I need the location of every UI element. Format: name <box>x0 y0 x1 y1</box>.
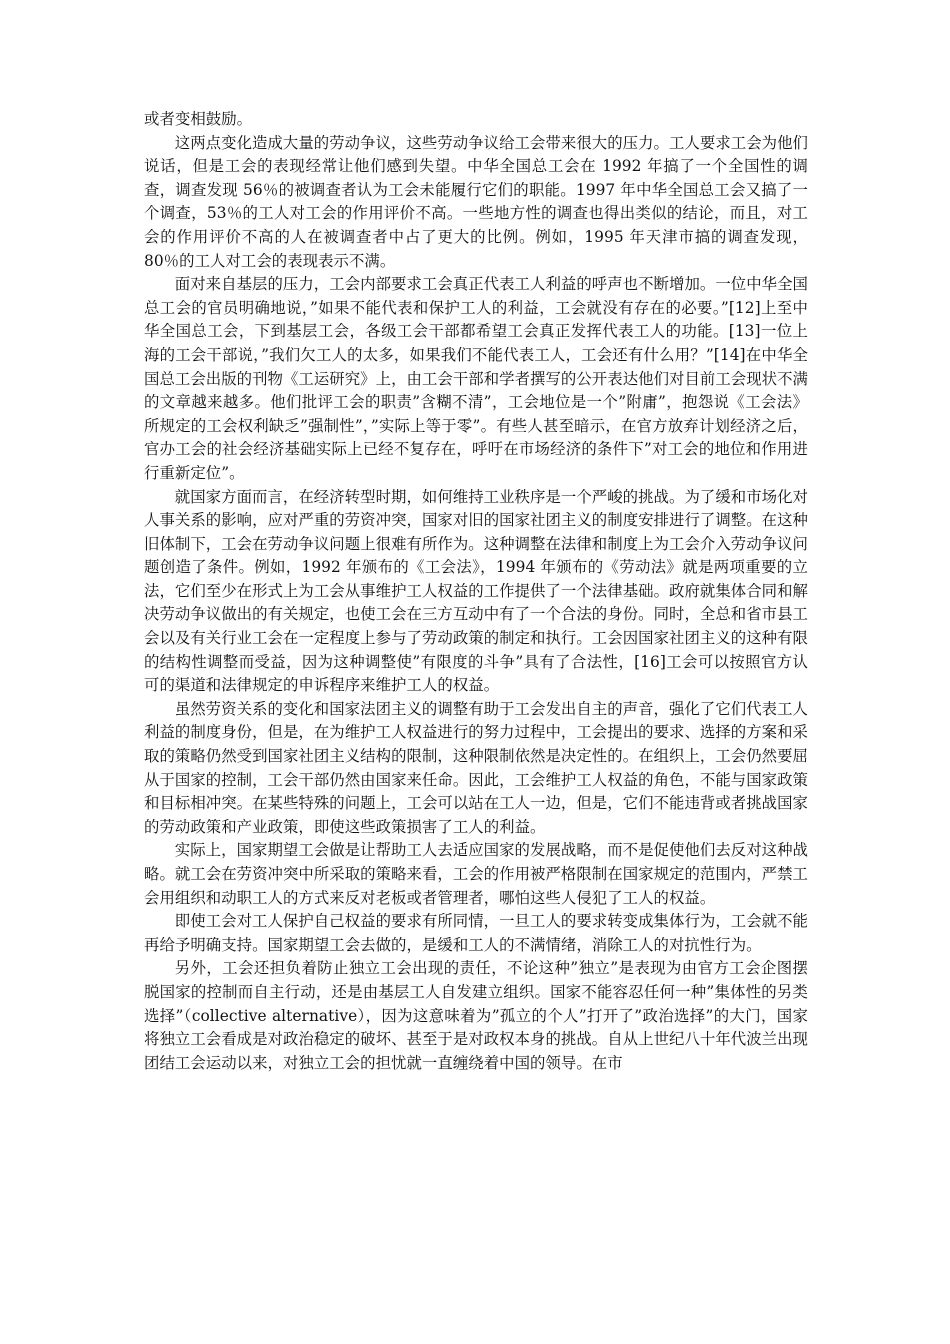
paragraph-state-expectation: 实际上，国家期望工会做是让帮助工人去适应国家的发展战略，而不是促使他们去反对这种战略。就工会在劳资冲突中所采取的策略来看，工会的作用被严格限制在国家规定的范围内，严禁工会用组织和动职工人的方式来反对老板或者管理者，哪怕这些人侵犯了工人的权益。 <box>144 841 808 907</box>
paragraph-independent-unions: 另外，工会还担负着防止独立工会出现的责任，不论这种”独立”是表现为由官方工会企图摆脱国家的控制而自主行动，还是由基层工人自发建立组织。国家不能容忍任何一种”集体性的另类选择”（collective alternative），因为这意味着为”孤立的个人”打开了”政治选择”的大门，国家将独立工会看成是对政治稳定的破坏、甚至于是对政权本身的挑战。自从上世纪八十年代波兰出现团结工会运动以来，对独立工会的担忧就一直缠绕着中国的领导。在市 <box>144 959 808 1072</box>
document-page <box>144 108 808 1075</box>
paragraph-state-adjustment: 就国家方面而言，在经济转型时期，如何维持工业秩序是一个严峻的挑战。为了缓和市场化对人事关系的影响，应对严重的劳资冲突，国家对旧的国家社团主义的制度安排进行了调整。在这种旧体制下，工会在劳动争议问题上很难有所作为。这种调整在法律和制度上为工会介入劳动争议问题创造了条件。例如，1992 年颁布的《工会法》，1994 年颁布的《劳动法》就是两项重要的立法，它们至少在形式上为工会从事维护工人权益的工作提供了一个法律基础。政府就集体合同和解决劳动争议做出的有关规定，也使工会在三方互动中有了一个合法的身份。同时，全总和省市县工会以及有关行业工会在一定程度上参与了劳动政策的制定和执行。工会因国家社团主义的这种有限的结构性调整而受益，因为这种调整使”有限度的斗争”具有了合法性，[16]工会可以按照官方认可的渠道和法律规定的申诉程序来维护工人的权益。 <box>144 487 808 695</box>
paragraph-corporatism-limits: 虽然劳资关系的变化和国家法团主义的调整有助于工会发出自主的声音，强化了它们代表工人利益的制度身份，但是，在为维护工人权益进行的努力过程中，工会提出的要求、选择的方案和采取的策略仍然受到国家社团主义结构的限制，这种限制依然是决定性的。在组织上，工会仍然要屈从于国家的控制，工会干部仍然由国家来任命。因此，工会维护工人权益的角色，不能与国家政策和目标相冲突。在某些特殊的问题上，工会可以站在工人一边，但是，它们不能违背或者挑战国家的劳动政策和产业政策，即使这些政策损害了工人的利益。 <box>144 699 808 836</box>
paragraph-internal-union-voices: 面对来自基层的压力，工会内部要求工会真正代表工人利益的呼声也不断增加。一位中华全国总工会的官员明确地说，”如果不能代表和保护工人的利益，工会就没有存在的必要。”[12]上至中华全国总工会，下到基层工会，各级工会干部都希望工会真正发挥代表工人的功能。[13]一位上海的工会干部说，”我们欠工人的太多，如果我们不能代表工人，工会还有什么用？”[14]在中华全国总工会出版的刊物《工运研究》上，由工会干部和学者撰写的公开表达他们对目前工会现状不满的文章越来越多。他们批评工会的职责”含糊不清”，工会地位是一个”附庸”，抱怨说《工会法》所规定的工会权利缺乏”强制性”，”实际上等于零”。有些人甚至暗示，在官方放弃计划经济之后，官办工会的社会经济基础实际上已经不复存在，呼吁在市场经济的条件下”对工会的地位和作用进行重新定位”。 <box>144 275 808 482</box>
paragraph-labor-disputes-pressure: 这两点变化造成大量的劳动争议，这些劳动争议给工会带来很大的压力。工人要求工会为他们说话，但是工会的表现经常让他们感到失望。中华全国总工会在 1992 年搞了一个全国性的调查，调查发现 56％的被调查者认为工会未能履行它们的职能。1997 年中华全国总工会又搞了一个调查，53％的工人对工会的作用评价不高。一些地方性的调查也得出类似的结论，而且，对工会的作用评价不高的人在被调查者中占了更大的比例。例如，1995 年天津市搞的调查发现，80％的工人对工会的表现表示不满。 <box>144 133 808 270</box>
paragraph-collective-action: 即使工会对工人保护自己权益的要求有所同情，一旦工人的要求转变成集体行为，工会就不能再给予明确支持。国家期望工会去做的，是缓和工人的不满情绪，消除工人的对抗性行为。 <box>144 912 808 954</box>
paragraph-continuation: 或者变相鼓励。 <box>144 110 253 128</box>
